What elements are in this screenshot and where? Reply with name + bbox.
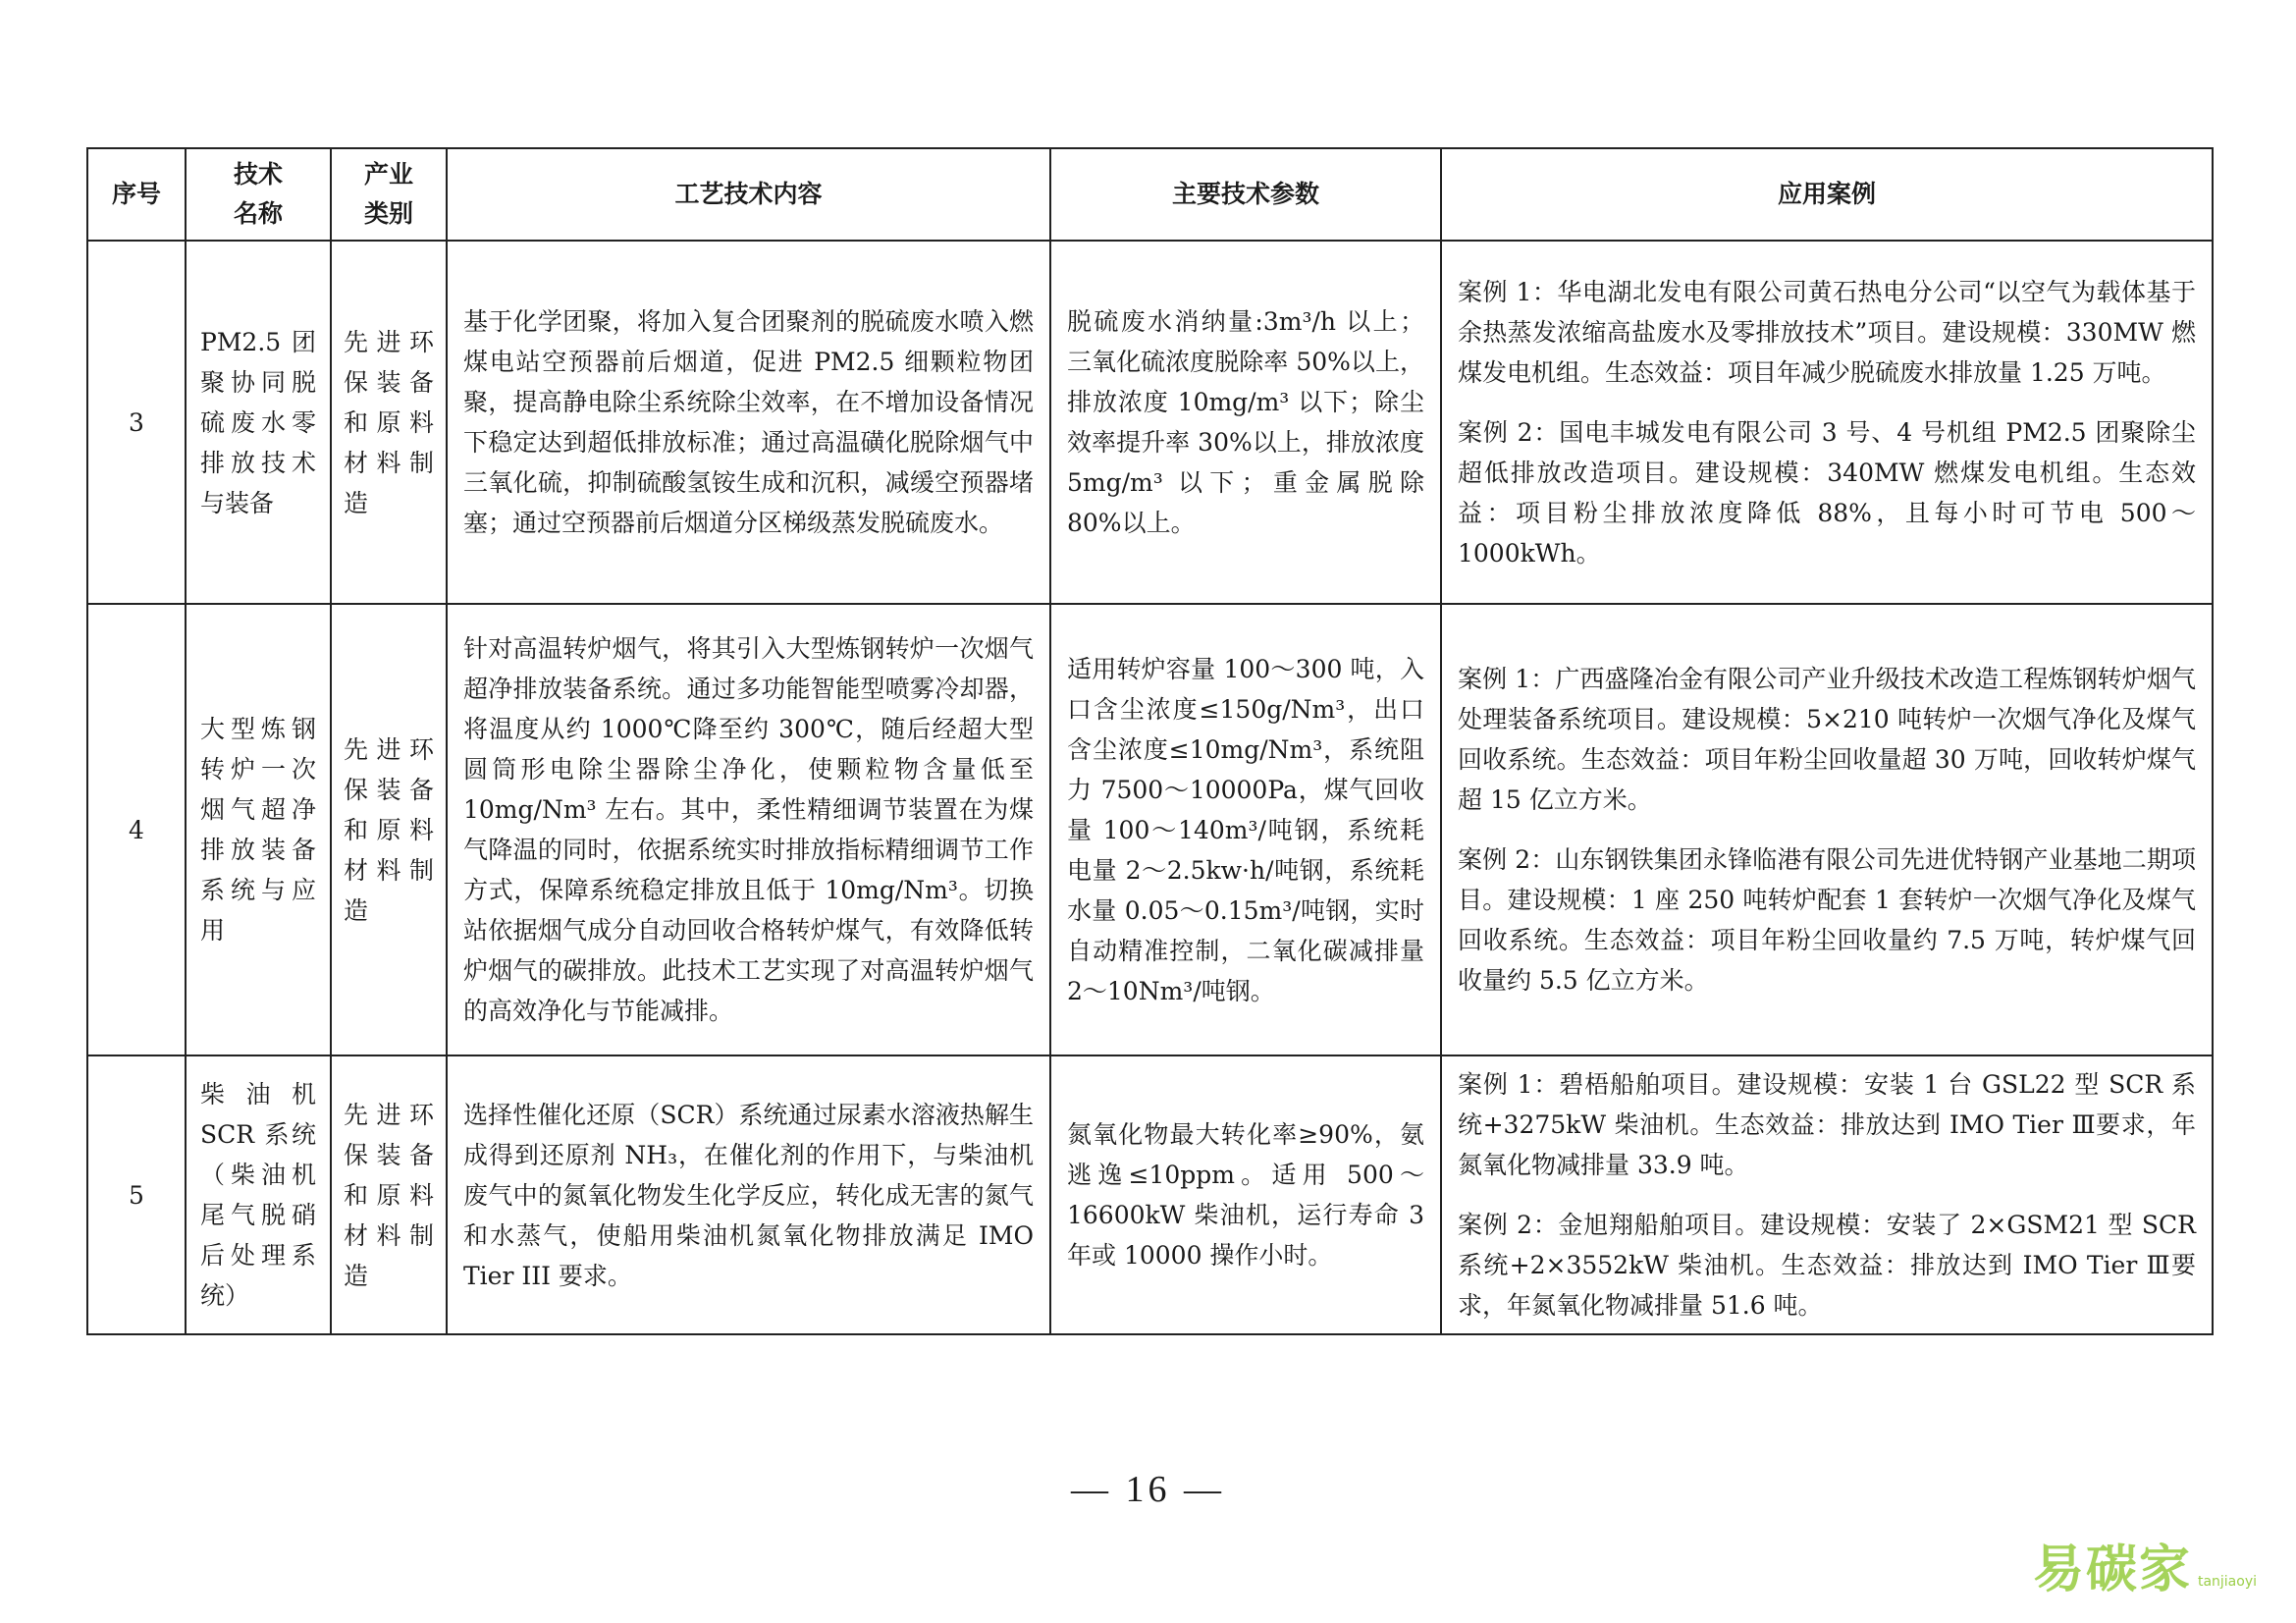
row-params: 氮氧化物最大转化率≥90%，氨逃逸≤10ppm。适用 500～16600kW 柴油机，运行寿命 3 年或 10000 操作小时。 (1050, 1055, 1441, 1334)
watermark-site-text: tanjiaoyi (2197, 1574, 2257, 1590)
row-tech-name: 柴油机 SCR 系统（柴油机尾气脱硝后处理系统） (186, 1055, 331, 1334)
row-cases (1441, 241, 2213, 604)
row-params: 脱硫废水消纳量:3m³/h 以上；三氧化硫浓度脱除率 50%以上，排放浓度 10mg/m³ 以下；除尘效率提升率 30%以上，排放浓度 5mg/m³ 以下；重金属脱除 80%以上。 (1050, 241, 1441, 604)
row-index: 5 (87, 1055, 186, 1334)
case-1: 案例 1：广西盛隆冶金有限公司产业升级技术改造工程炼钢转炉烟气处理装备系统项目。建设规模：5×210 吨转炉一次烟气净化及煤气回收系统。生态效益：项目年粉尘回收量超 30 万吨，回收转炉煤气超 15 亿立方米。 (1458, 665, 2196, 814)
header-category: 产业 类别 (331, 148, 447, 241)
table-row (87, 604, 2213, 1055)
row-category: 先进环保装备和原料材料制造 (331, 241, 447, 604)
row-index: 4 (87, 604, 186, 1055)
table-row (87, 241, 2213, 604)
case-2: 案例 2：国电丰城发电有限公司 3 号、4 号机组 PM2.5 团聚除尘超低排放改造项目。建设规模：340MW 燃煤发电机组。生态效益：项目粉尘排放浓度降低 88%，且每小时可节电 500～1000kWh。 (1458, 417, 2196, 568)
table-row (87, 1055, 2213, 1334)
header-cases: 应用案例 (1441, 148, 2213, 241)
header-process: 工艺技术内容 (447, 148, 1050, 241)
row-tech-name: PM2.5 团聚协同脱硫废水零排放技术与装备 (186, 241, 331, 604)
header-name: 技术 名称 (186, 148, 331, 241)
case-1: 案例 1：华电湖北发电有限公司黄石热电分公司“以空气为载体基于余热蒸发浓缩高盐废水及零排放技术”项目。建设规模：330MW 燃煤发电机组。生态效益：项目年减少脱硫废水排放量 1.25 万吨。 (1458, 277, 2196, 387)
case-2: 案例 2：金旭翔船舶项目。建设规模：安装了 2×GSM21 型 SCR 系统+2×3552kW 柴油机。生态效益：排放达到 IMO Tier Ⅲ要求，年氮氧化物减排量 51.6 吨。 (1458, 1211, 2196, 1320)
watermark-logo-text: 易碳家 (2032, 1541, 2192, 1599)
technology-table (86, 147, 2214, 1335)
watermark-logo (2033, 1528, 2257, 1601)
header-index: 序号 (87, 148, 186, 241)
case-2: 案例 2：山东钢铁集团永锋临港有限公司先进优特钢产业基地二期项目。建设规模：1 座 250 吨转炉配套 1 套转炉一次烟气净化及煤气回收系统。生态效益：项目年粉尘回收量约 7.5 万吨，转炉煤气回收量约 5.5 亿立方米。 (1458, 845, 2196, 995)
row-params: 适用转炉容量 100～300 吨，入口含尘浓度≤150g/Nm³，出口含尘浓度≤10mg/Nm³，系统阻力 7500～10000Pa，煤气回收量 100～140m³/吨钢，系统耗电量 2～2.5kw·h/吨钢，系统耗水量 0.05～0.15m³/吨钢，实时自动精准控制，二氧化碳减排量 2～10Nm³/吨钢。 (1050, 604, 1441, 1055)
row-cases (1441, 1055, 2213, 1334)
row-cases (1441, 604, 2213, 1055)
row-category: 先进环保装备和原料材料制造 (331, 604, 447, 1055)
technology-table-container (86, 147, 2212, 1335)
row-process: 针对高温转炉烟气，将其引入大型炼钢转炉一次烟气超净排放装备系统。通过多功能智能型喷雾冷却器，将温度从约 1000℃降至约 300℃，随后经超大型圆筒形电除尘器除尘净化，使颗粒物含量低至 10mg/Nm³ 左右。其中，柔性精细调节装置在为煤气降温的同时，依据系统实时排放指标精细调节工作方式，保障系统稳定排放且低于 10mg/Nm³。切换站依据烟气成分自动回收合格转炉煤气，有效降低转炉烟气的碳排放。此技术工艺实现了对高温转炉烟气的高效净化与节能减排。 (447, 604, 1050, 1055)
case-1: 案例 1：碧梧船舶项目。建设规模：安装 1 台 GSL22 型 SCR 系统+3275kW 柴油机。生态效益：排放达到 IMO Tier Ⅲ要求，年氮氧化物减排量 33.9 吨。 (1458, 1070, 2196, 1179)
row-tech-name: 大型炼钢转炉一次烟气超净排放装备系统与应用 (186, 604, 331, 1055)
row-process: 选择性催化还原（SCR）系统通过尿素水溶液热解生成得到还原剂 NH₃，在催化剂的作用下，与柴油机废气中的氮氧化物发生化学反应，转化成无害的氮气和水蒸气，使船用柴油机氮氧化物排放满足 IMO Tier III 要求。 (447, 1055, 1050, 1334)
row-category: 先进环保装备和原料材料制造 (331, 1055, 447, 1334)
row-process: 基于化学团聚，将加入复合团聚剂的脱硫废水喷入燃煤电站空预器前后烟道，促进 PM2.5 细颗粒物团聚，提高静电除尘系统除尘效率，在不增加设备情况下稳定达到超低排放标准；通过高温磺化脱除烟气中三氧化硫，抑制硫酸氢铵生成和沉积，减缓空预器堵塞；通过空预器前后烟道分区梯级蒸发脱硫废水。 (447, 241, 1050, 604)
page-number: — 16 — (1071, 1469, 1225, 1510)
header-params: 主要技术参数 (1050, 148, 1441, 241)
table-header-row (87, 148, 2213, 241)
row-index: 3 (87, 241, 186, 604)
